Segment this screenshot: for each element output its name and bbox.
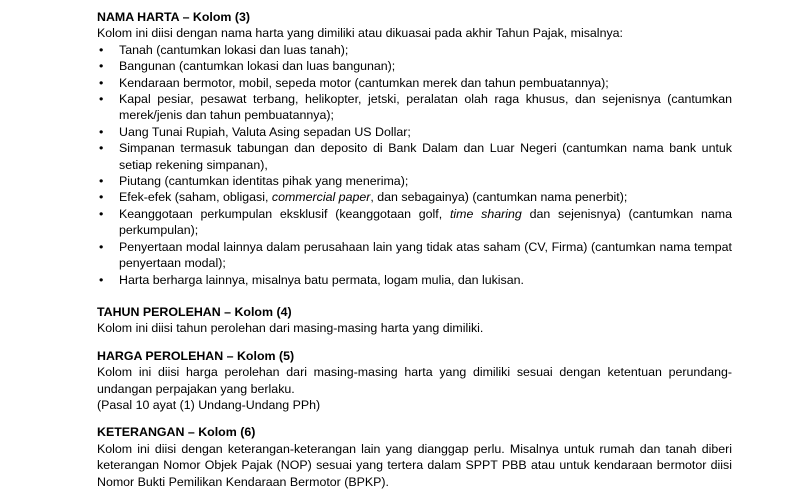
section-title-tahun-perolehan: TAHUN PEROLEHAN – Kolom (4) bbox=[97, 304, 292, 319]
section-nama-harta bbox=[97, 9, 732, 288]
section-keterangan bbox=[97, 424, 732, 490]
spacer bbox=[97, 413, 732, 424]
list-item-emphasis: commercial paper bbox=[271, 190, 371, 205]
list-item-text: Efek-efek (saham, obligasi, bbox=[119, 190, 272, 205]
list-item: • Bangunan (cantumkan lokasi dan luas bangunan); bbox=[97, 58, 732, 74]
document-page bbox=[97, 9, 732, 490]
section-body-harga-perolehan: Kolom ini diisi harga perolehan dari masing-masing harta yang dimiliki sesuai dengan ketentuan perundang-undangan perpajakan yang berlaku. bbox=[97, 365, 732, 396]
asset-list bbox=[97, 42, 732, 288]
list-item: • Harta berharga lainnya, misalnya batu permata, logam mulia, dan lukisan. bbox=[97, 272, 732, 288]
list-item: • Penyertaan modal lainnya dalam perusahaan lain yang tidak atas saham (CV, Firma) (cantumkan nama tempat penyertaan modal); bbox=[97, 239, 732, 272]
legal-reference-note: (Pasal 10 ayat (1) Undang-Undang PPh) bbox=[97, 397, 321, 412]
section-title-nama-harta: NAMA HARTA – Kolom (3) bbox=[97, 10, 251, 24]
list-item-emphasis: time sharing bbox=[449, 206, 522, 221]
list-item: • Tanah (cantumkan lokasi dan luas tanah); bbox=[97, 42, 732, 58]
spacer bbox=[97, 337, 732, 348]
list-item: • Piutang (cantumkan identitas pihak yang menerima); bbox=[97, 173, 732, 189]
list-item: • Uang Tunai Rupiah, Valuta Asing sepadan US Dollar; bbox=[97, 124, 732, 140]
intro-paragraph: Kolom ini diisi dengan nama harta yang dimiliki atau dikuasai pada akhir Tahun Pajak, misalnya: bbox=[97, 26, 623, 41]
list-item-text: Keanggotaan perkumpulan eksklusif (keanggotaan golf, bbox=[119, 206, 450, 221]
list-item-text: dan sejenisnya) (cantumkan nama perkumpulan); bbox=[119, 206, 732, 238]
section-body-keterangan: Kolom ini diisi dengan keterangan-keterangan lain yang dianggap perlu. Misalnya untuk rumah dan tanah diberi keterangan Nomor Objek Pajak (NOP) sesuai yang tertera dalam SPPT PBB atau untuk kendaraan bermotor diisi Nomor Bukti Pemilikan Kendaraan Bermotor (BPKP). bbox=[97, 441, 732, 489]
list-item: • Simpanan termasuk tabungan dan deposito di Bank Dalam dan Luar Negeri (cantumkan nama bank untuk setiap rekening simpanan), bbox=[97, 140, 732, 173]
list-item-text: , dan sebagainya) (cantumkan nama penerbit); bbox=[370, 190, 628, 205]
section-title-harga-perolehan: HARGA PEROLEHAN – Kolom (5) bbox=[97, 348, 295, 363]
list-item: • Kapal pesiar, pesawat terbang, helikopter, jetski, peralatan olah raga khusus, dan sejenisnya (cantumkan merek/jenis dan tahun pembuatannya); bbox=[97, 91, 732, 124]
section-harga-perolehan bbox=[97, 348, 732, 414]
list-item bbox=[97, 189, 732, 205]
section-tahun-perolehan bbox=[97, 304, 732, 337]
section-body-tahun-perolehan: Kolom ini diisi tahun perolehan dari masing-masing harta yang dimiliki. bbox=[97, 321, 484, 336]
section-title-keterangan: KETERANGAN – Kolom (6) bbox=[97, 425, 256, 440]
list-item bbox=[97, 206, 732, 239]
list-item: • Kendaraan bermotor, mobil, sepeda motor (cantumkan merek dan tahun pembuatannya); bbox=[97, 75, 732, 91]
spacer bbox=[97, 288, 732, 304]
